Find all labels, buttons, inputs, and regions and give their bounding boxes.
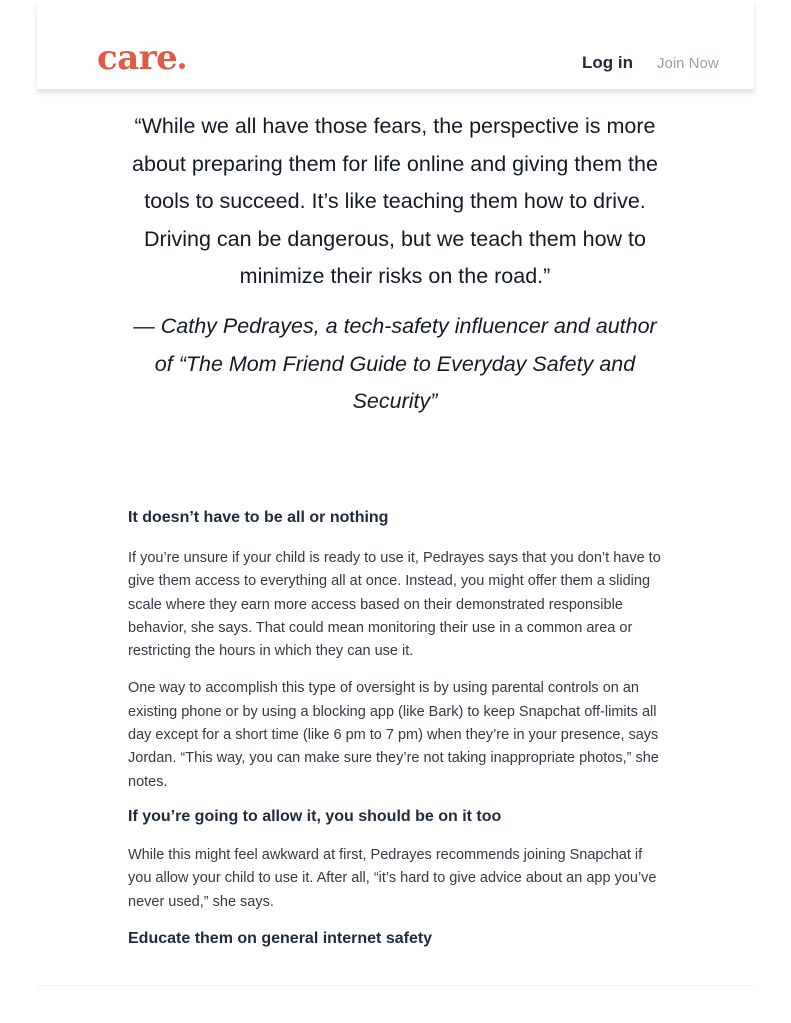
site-header: [37, 0, 754, 90]
login-link[interactable]: Log in: [582, 53, 633, 72]
care-logo[interactable]: [97, 38, 185, 78]
section-heading-internet-safety: Educate them on general internet safety: [128, 929, 433, 947]
quote-attribution: — Cathy Pedrayes, a tech-safety influencer and author of “The Mom Friend Guide to Everyday Safety and Security”: [133, 314, 657, 413]
join-now-link[interactable]: Join Now: [657, 55, 719, 72]
pull-quote: “While we all have those fears, the perspective is more about preparing them for life online and giving them the tools to succeed. It’s like teaching them how to drive. Driving can be dangerous, but we teach them how to minimize their risks on the road.”: [132, 114, 658, 288]
article-body: [128, 505, 668, 952]
paragraph-parental-controls: One way to accomplish this type of oversight is by using parental controls on an existing phone or by using a blocking app (like Bark) to keep Snapchat off-limits all day except for a short time (like 6 pm to 7 pm) when they’re in your presence, says Jordan. “This way, you can make sure they’re not taking inappropriate photos,” she notes.: [128, 680, 659, 790]
paragraph-sliding-scale: If you’re unsure if your child is ready to use it, Pedrayes says that you don’t have to give them access to everything all at once. Instead, you might offer them a sliding scale where they earn more access based on their demonstrated responsible behavior, she says. That could mean monitoring their use in a common area or restricting the hours in which they can use it.: [128, 550, 661, 660]
logo-dot-icon: [179, 63, 185, 69]
logo-text: care: [97, 38, 178, 78]
paragraph-join-snapchat: While this might feel awkward at first, Pedrayes recommends joining Snapchat if you allow your child to use it. After all, “it’s hard to give advice about an app you’ve never used,” she says.: [128, 846, 657, 910]
footer-divider: [37, 985, 754, 986]
section-heading-be-on-it-too: If you’re going to allow it, you should be on it too: [128, 807, 502, 825]
section-heading-all-or-nothing: It doesn’t have to be all or nothing: [128, 509, 389, 526]
